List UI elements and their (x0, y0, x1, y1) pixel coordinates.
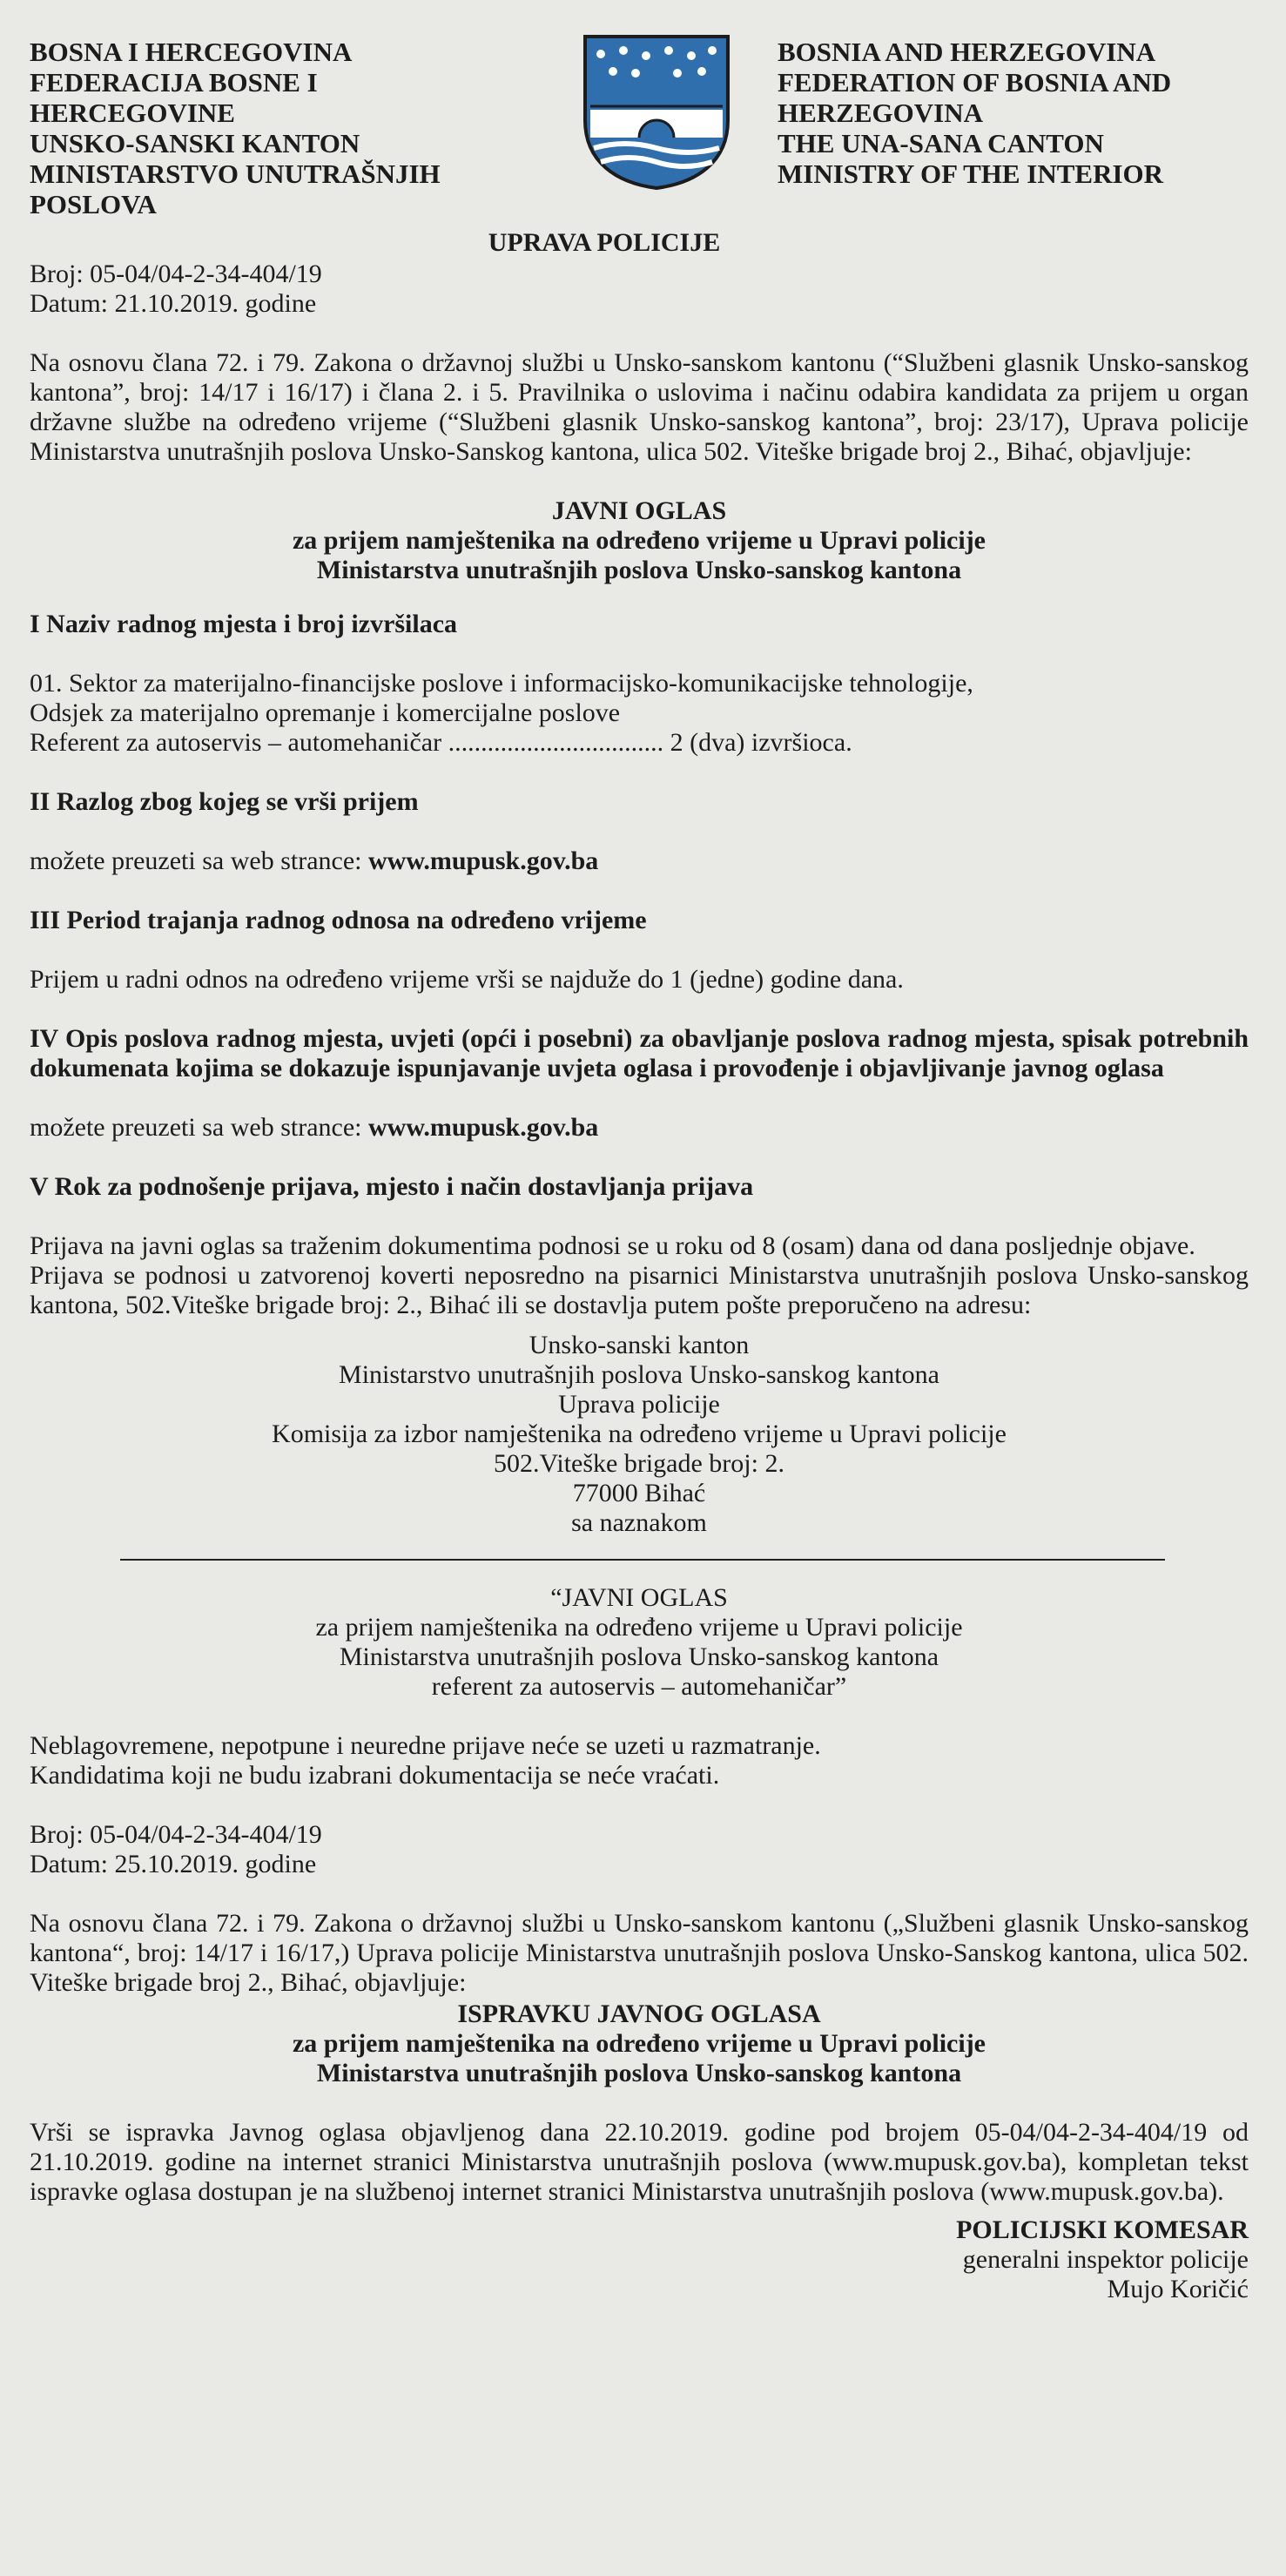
reference-number: Broj: 05-04/04-2-34-404/19 (30, 260, 322, 288)
correction-body: Vrši se ispravka Javnog oglasa objavljenog dana 22.10.2019. godine pod brojem 05-04/04-2-34-404/19 od 21.10.2019. godine na internet stranici Ministarstva unutrašnjih poslova (www.mupusk.gov.ba), kompletan tekst ispravke oglasa dostupan je na službenoj internet stranici Ministarstva unutrašnjih poslova (www.mupusk.gov.ba). (30, 2118, 1249, 2206)
department-title: UPRAVA POLICIJE (488, 228, 721, 257)
section-2-heading: II Razlog zbog kojeg se vrši prijem (30, 787, 419, 816)
section-2-body (30, 846, 1249, 876)
notice-body (30, 228, 1249, 2304)
una-sana-canton-coat-of-arms-icon (582, 33, 731, 192)
header-right-english: BOSNIA AND HERZEGOVINA FEDERATION OF BOSNIA AND HERZEGOVINA THE UNA-SANA CANTON MINISTRY OF THE INTERIOR (778, 37, 1172, 189)
signature-block (30, 2215, 1249, 2304)
website-link[interactable]: www.mupusk.gov.ba (367, 1113, 599, 1142)
website-link[interactable]: www.mupusk.gov.ba (367, 846, 599, 875)
correction-date: Datum: 25.10.2019. godine (30, 1850, 317, 1878)
section-1-body: 01. Sektor za materijalno-financijske poslove i informacijsko-komunikacijske tehnologije, Odsjek za materijalno opremanje i komercijalne poslove Referent za autoservis – automehaničar ................................. 2 (dva) izvršioca. (30, 669, 973, 757)
section-4-body (30, 1113, 1249, 1143)
section-4-text: možete preuzeti sa web strance: (30, 1113, 368, 1142)
signatory-name: Mujo Koričić (1107, 2275, 1249, 2303)
closing-remarks: Neblagovremene, nepotpune i neuredne prijave neće se uzeti u razmatranje. Kandidatima koji ne budu izabrani dokumentacija se neće vraćati. (30, 1731, 821, 1790)
mailing-address: Unsko-sanski kanton Ministarstvo unutrašnjih poslova Unsko-sanskog kantona Uprava policije Komisija za izbor namještenika na određeno vrijeme u Upravi policije 502.Viteške brigade broj: 2. 77000 Bihać sa naznakom (272, 1331, 1007, 1537)
notice-title: JAVNI OGLAS (551, 496, 727, 525)
section-3-heading: III Period trajanja radnog odnosa na određeno vrijeme (30, 906, 647, 934)
correction-subtitle-2: Ministarstva unutrašnjih poslova Unsko-sanskog kantona (316, 2059, 962, 2087)
issue-date: Datum: 21.10.2019. godine (30, 289, 317, 318)
section-5-heading: V Rok za podnošenje prijava, mjesto i način dostavljanja prijava (30, 1172, 754, 1201)
correction-subtitle-1: za prijem namještenika na određeno vrijeme u Upravi policije (292, 2029, 986, 2058)
correction-intro-paragraph: Na osnovu člana 72. i 79. Zakona o državnoj službi u Unsko-sanskom kantonu („Službeni glasnik Unsko-sanskog kantona“, broj: 14/17 i 16/17,) Uprava policije Ministarstva unutrašnjih poslova Unsko-Sanskog kantona, ulica 502. Viteške brigade broj 2., Bihać, objavljuje: (30, 1909, 1249, 1997)
notice-subtitle-1: za prijem namještenika na određeno vrijeme u Upravi policije (292, 526, 986, 555)
section-5-paragraph-2: Prijava se podnosi u zatvorenoj koverti neposredno na pisarnici Ministarstva unutrašnjih poslova Unsko-sanskog kantona, 502.Viteške brigade broj: 2., Bihać ili se dostavlja putem pošte preporučeno na adresu: (30, 1261, 1249, 1319)
section-2-text: možete preuzeti sa web strance: (30, 846, 368, 875)
section-3-body: Prijem u radni odnos na određeno vrijeme vrši se najduže do 1 (jedne) godine dana. (30, 965, 904, 994)
section-4-heading: IV Opis poslova radnog mjesta, uvjeti (opći i posebni) za obavljanje poslova radnog mjesta, spisak potrebnih dokumenata kojima se dokazuje ispunjavanje uvjeta oglasa i provođenje i objavljivanje javnog oglasa (30, 1024, 1249, 1082)
correction-title: ISPRAVKU JAVNOG OGLASA (457, 1999, 821, 2028)
signatory-title: POLICIJSKI KOMESAR (956, 2215, 1249, 2244)
section-5-paragraph-1: Prijava na javni oglas sa traženim dokumentima podnosi se u roku od 8 (osam) dana od dana posljednje objave. (30, 1231, 1195, 1260)
notice-subtitle-2: Ministarstva unutrašnjih poslova Unsko-sanskog kantona (316, 556, 962, 584)
header-left-bosnian: BOSNA I HERCEGOVINA FEDERACIJA BOSNE I HERCEGOVINE UNSKO-SANSKI KANTON MINISTARSTVO UNUTRAŠNJIH POSLOVA (30, 37, 441, 219)
signatory-role: generalni inspektor policije (962, 2245, 1249, 2274)
correction-reference-number: Broj: 05-04/04-2-34-404/19 (30, 1820, 322, 1849)
divider-line (120, 1559, 1165, 1561)
section-1-heading: I Naziv radnog mjesta i broj izvršilaca (30, 610, 458, 638)
envelope-label: “JAVNI OGLAS za prijem namještenika na određeno vrijeme u Upravi policije Ministarstva unutrašnjih poslova Unsko-sanskog kantona referent za autoservis – automehaničar” (315, 1583, 963, 1701)
intro-paragraph: Na osnovu člana 72. i 79. Zakona o državnoj službi u Unsko-sanskom kantonu (“Službeni glasnik Unsko-sanskog kantona”, broj: 14/17 i 16/17) i člana 2. i 5. Pravilnika o uslovima i načinu odabira kandidata za prijem u organ državne službe na određeno vrijeme (“Službeni glasnik Unsko-sanskog kantona”, broj: 23/17), Uprava policije Ministarstva unutrašnjih poslova Unsko-Sanskog kantona, ulica 502. Viteške brigade broj 2., Bihać, objavljuje: (30, 348, 1249, 466)
